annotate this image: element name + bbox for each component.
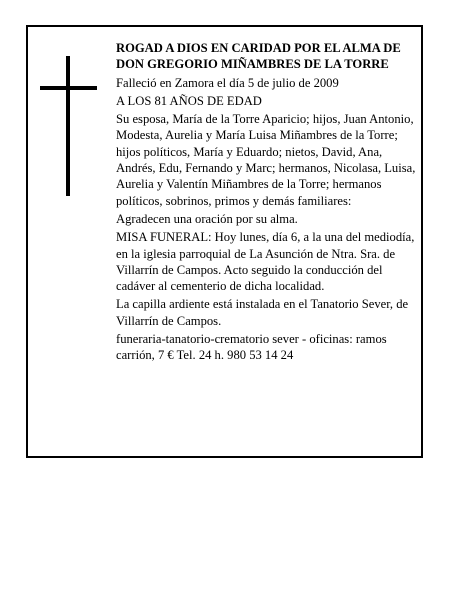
age-statement: A LOS 81 AÑOS DE EDAD	[116, 93, 262, 108]
chapel-details: La capilla ardiente está instalada en el Tanatorio Sever, de Villarrín de Campos.	[116, 297, 409, 328]
notice-heading: ROGAD A DIOS EN CARIDAD POR EL ALMA DE DON GREGORIO MIÑAMBRES DE LA TORRE	[116, 41, 401, 72]
notice-text	[116, 40, 416, 366]
family-list: Su esposa, María de la Torre Aparicio; hijos, Juan Antonio, Modesta, Aurelia y María Luisa Miñambres de la Torre; hijos políticos, María y Eduardo; nietos, David, Ana, Andrés, Edu, Fernando y Marc; hermanos, Nicolasa, Luisa, Aurelia y Valentín Miñambres de la Torre; hermanos políticos, sobrinos, primos y demás familiares:	[116, 112, 416, 208]
cross-vertical-bar	[66, 56, 70, 196]
funeral-details: MISA FUNERAL: Hoy lunes, día 6, a la una del mediodía, en la iglesia parroquial de La Asunción de Ntra. Sra. de Villarrín de Campos. Acto seguido la conducción del cadáver al cementerio de dicha localidad.	[116, 230, 415, 294]
latin-cross-icon	[40, 56, 97, 196]
obituary-notice	[26, 25, 423, 458]
death-statement: Falleció en Zamora el día 5 de julio de 2009	[116, 75, 339, 90]
cross-horizontal-bar	[40, 86, 97, 90]
thanks-statement: Agradecen una oración por su alma.	[116, 211, 298, 226]
funeral-home-contact: funeraria-tanatorio-crematorio sever - oficinas: ramos carrión, 7 € Tel. 24 h. 980 53 14 24	[116, 332, 387, 363]
